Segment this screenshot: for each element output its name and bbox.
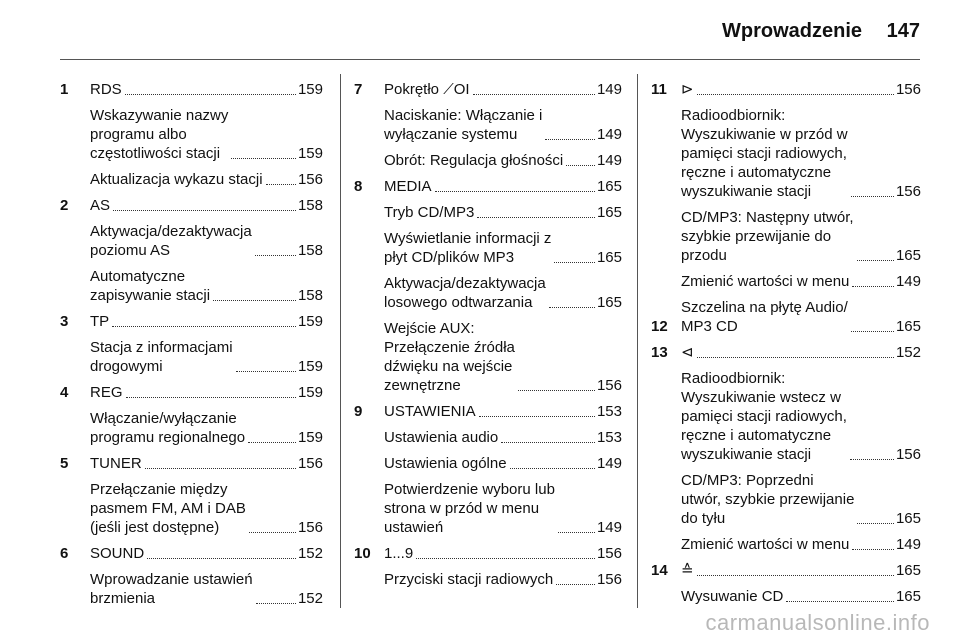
subentry-text: Aktywacja/dezaktywacja losowego odtwarzania xyxy=(384,275,546,311)
index-item-1 xyxy=(60,80,323,99)
leader-dots xyxy=(126,396,296,398)
page-reference: 156 xyxy=(596,545,622,562)
leader-dots xyxy=(851,330,894,332)
item-number: 3 xyxy=(60,313,69,330)
index-subentry xyxy=(681,471,921,528)
page-reference: 156 xyxy=(895,183,921,200)
index-item-9 xyxy=(354,402,622,421)
page-reference: 153 xyxy=(596,403,622,420)
leader-dots xyxy=(558,531,595,533)
item-number: 5 xyxy=(60,455,69,472)
page-reference: 159 xyxy=(297,145,323,162)
index-subentry xyxy=(681,106,921,201)
page-reference: 159 xyxy=(297,429,323,446)
page-reference: 158 xyxy=(297,242,323,259)
page-reference: 165 xyxy=(596,294,622,311)
subentry-text: CD/MP3: Poprzedni utwór, szybkie przewijanie do tyłu xyxy=(681,472,855,527)
index-subentry xyxy=(384,274,622,312)
index-item-11 xyxy=(651,80,921,99)
leader-dots xyxy=(477,216,595,218)
leader-dots xyxy=(416,557,595,559)
leader-dots xyxy=(697,356,894,358)
index-subentry xyxy=(384,570,622,589)
page-reference: 165 xyxy=(895,247,921,264)
page-reference: 156 xyxy=(596,377,622,394)
page-reference: 152 xyxy=(895,344,921,361)
header-divider xyxy=(60,59,920,60)
index-subentry xyxy=(384,428,622,447)
leader-dots xyxy=(518,389,595,391)
subentry-text: Wejście AUX: Przełączenie źródła dźwięku na wejście zewnętrzne xyxy=(384,320,515,394)
index-subentry xyxy=(90,480,323,537)
index-column-3 xyxy=(651,80,921,613)
subentry-text: Przyciski stacji radiowych xyxy=(384,571,554,588)
subentry-text: Wskazywanie nazwy programu albo częstotliwości stacji xyxy=(90,107,229,162)
item-title: REG xyxy=(90,384,123,401)
leader-dots xyxy=(857,259,894,261)
index-item-13 xyxy=(651,343,921,362)
page-reference: 149 xyxy=(596,519,622,536)
index-item-14 xyxy=(651,561,921,580)
index-subentry xyxy=(681,208,921,265)
column-divider-2 xyxy=(637,74,638,608)
page-reference: 158 xyxy=(297,197,323,214)
index-item-6 xyxy=(60,544,323,563)
item-number: 2 xyxy=(60,197,69,214)
leader-dots xyxy=(697,574,894,576)
page-reference: 156 xyxy=(895,81,921,98)
leader-dots xyxy=(231,157,296,159)
leader-dots xyxy=(248,441,296,443)
index-item-7 xyxy=(354,80,622,99)
watermark: carmanualsonline.info xyxy=(705,610,930,635)
subentry-text: Ustawienia ogólne xyxy=(384,455,507,472)
item-title: MEDIA xyxy=(384,178,432,195)
index-subentry xyxy=(90,106,323,163)
subentry-text: Wprowadzanie ustawień brzmienia xyxy=(90,571,253,607)
index-item-12 xyxy=(651,298,921,336)
subentry-text: Zmienić wartości w menu xyxy=(681,273,850,290)
item-title: Szczelina na płytę Audio/ MP3 CD xyxy=(681,299,848,335)
page-reference: 158 xyxy=(297,287,323,304)
leader-dots xyxy=(850,458,894,460)
page-reference: 156 xyxy=(596,571,622,588)
page-reference: 165 xyxy=(596,204,622,221)
index-item-10 xyxy=(354,544,622,563)
leader-dots xyxy=(236,370,296,372)
page-reference: 159 xyxy=(297,384,323,401)
page-reference: 159 xyxy=(297,81,323,98)
page-reference: 165 xyxy=(596,178,622,195)
page-reference: 165 xyxy=(596,249,622,266)
index-subentry xyxy=(90,570,323,608)
subentry-text: Przełączanie między pasmem FM, AM i DAB (jeśli jest dostępne) xyxy=(90,481,246,536)
leader-dots xyxy=(510,467,595,469)
subentry-text: Wyświetlanie informacji z płyt CD/plików MP3 xyxy=(384,230,552,266)
index-subentry xyxy=(384,319,622,395)
item-number: 11 xyxy=(651,81,667,98)
index-item-3 xyxy=(60,312,323,331)
leader-dots xyxy=(566,164,595,166)
leader-dots xyxy=(554,261,595,263)
leader-dots xyxy=(479,415,595,417)
page-reference: 153 xyxy=(596,429,622,446)
index-item-2 xyxy=(60,196,323,215)
subentry-text: Potwierdzenie wyboru lub strona w przód w menu ustawień xyxy=(384,481,555,536)
index-subentry xyxy=(384,203,622,222)
index-subentry xyxy=(384,480,622,537)
column-divider-1 xyxy=(340,74,341,608)
page-reference: 152 xyxy=(297,545,323,562)
subentry-text: Aktywacja/dezaktywacja poziomu AS xyxy=(90,223,252,259)
page-reference: 159 xyxy=(297,313,323,330)
page-reference: 152 xyxy=(297,590,323,607)
index-item-4 xyxy=(60,383,323,402)
page-reference: 149 xyxy=(895,536,921,553)
page-reference: 165 xyxy=(895,562,921,579)
index-subentry xyxy=(90,267,323,305)
item-number: 9 xyxy=(354,403,363,420)
page-reference: 149 xyxy=(596,455,622,472)
item-number: 13 xyxy=(651,344,668,361)
subentry-text: Zmienić wartości w menu xyxy=(681,536,850,553)
index-subentry xyxy=(90,338,323,376)
subentry-text: Radioodbiornik: Wyszukiwanie wstecz w pamięci stacji radiowych, ręczne i automatyczne wyszukiwanie stacji xyxy=(681,370,847,463)
leader-dots xyxy=(213,299,296,301)
item-title: ⊳ xyxy=(681,81,694,98)
leader-dots xyxy=(145,467,296,469)
item-number: 1 xyxy=(60,81,69,98)
item-number: 7 xyxy=(354,81,363,98)
index-subentry xyxy=(384,106,622,144)
leader-dots xyxy=(125,93,296,95)
item-title: ⊲ xyxy=(681,344,694,361)
page-reference: 156 xyxy=(895,446,921,463)
item-title: ≙ xyxy=(681,562,694,579)
subentry-text: Stacja z informacjami drogowymi xyxy=(90,339,233,375)
leader-dots xyxy=(255,254,296,256)
leader-dots xyxy=(473,93,595,95)
subentry-text: Tryb CD/MP3 xyxy=(384,204,475,221)
subentry-text: CD/MP3: Następny utwór, szybkie przewijanie do przodu xyxy=(681,209,854,264)
item-title: TP xyxy=(90,313,110,330)
subentry-text: Aktualizacja wykazu stacji xyxy=(90,171,263,188)
leader-dots xyxy=(786,600,894,602)
index-item-5 xyxy=(60,454,323,473)
item-title: SOUND xyxy=(90,545,145,562)
index-subentry xyxy=(384,229,622,267)
leader-dots xyxy=(501,441,595,443)
index-column-1 xyxy=(60,80,323,615)
leader-dots xyxy=(851,195,894,197)
index-subentry xyxy=(681,587,921,606)
leader-dots xyxy=(545,138,595,140)
leader-dots xyxy=(249,531,296,533)
page-title: Wprowadzenie xyxy=(721,20,862,42)
page-reference: 165 xyxy=(895,510,921,527)
subentry-text: Ustawienia audio xyxy=(384,429,499,446)
item-number: 8 xyxy=(354,178,363,195)
leader-dots xyxy=(852,285,894,287)
item-title: 1...9 xyxy=(384,545,414,562)
item-title: RDS xyxy=(90,81,122,98)
leader-dots xyxy=(857,522,894,524)
index-subentry xyxy=(681,369,921,464)
index-subentry xyxy=(384,151,622,170)
item-number: 14 xyxy=(651,562,668,579)
page-reference: 156 xyxy=(297,455,323,472)
page-reference: 165 xyxy=(895,318,921,335)
page-reference: 156 xyxy=(297,171,323,188)
page-reference: 165 xyxy=(895,588,921,605)
item-number: 4 xyxy=(60,384,69,401)
page-number: 147 xyxy=(886,20,920,42)
item-title: USTAWIENIA xyxy=(384,403,476,420)
page-reference: 149 xyxy=(596,81,622,98)
item-number: 10 xyxy=(354,545,371,562)
page-reference: 159 xyxy=(297,358,323,375)
subentry-text: Włączanie/wyłączanie programu regionalnego xyxy=(90,410,246,446)
item-title: Pokrętło ⟋OI xyxy=(384,81,470,98)
index-column-2 xyxy=(354,80,622,596)
subentry-text: Obrót: Regulacja głośności xyxy=(384,152,564,169)
item-title: TUNER xyxy=(90,455,142,472)
leader-dots xyxy=(435,190,595,192)
subentry-text: Naciskanie: Włączanie i wyłączanie systemu xyxy=(384,107,543,143)
leader-dots xyxy=(852,548,894,550)
page-reference: 156 xyxy=(297,519,323,536)
leader-dots xyxy=(556,583,595,585)
index-subentry xyxy=(384,454,622,473)
leader-dots xyxy=(549,306,595,308)
leader-dots xyxy=(112,325,296,327)
item-title: AS xyxy=(90,197,111,214)
leader-dots xyxy=(147,557,296,559)
index-subentry xyxy=(681,535,921,554)
leader-dots xyxy=(113,209,296,211)
subentry-text: Automatyczne zapisywanie stacji xyxy=(90,268,211,304)
page-reference: 149 xyxy=(895,273,921,290)
index-subentry xyxy=(681,272,921,291)
item-number: 6 xyxy=(60,545,69,562)
page-reference: 149 xyxy=(596,126,622,143)
subentry-text: Wysuwanie CD xyxy=(681,588,784,605)
leader-dots xyxy=(266,183,296,185)
leader-dots xyxy=(256,602,296,604)
leader-dots xyxy=(697,93,894,95)
index-subentry xyxy=(90,409,323,447)
page-reference: 149 xyxy=(596,152,622,169)
subentry-text: Radioodbiornik: Wyszukiwanie w przód w pamięci stacji radiowych, ręczne i automatyczne wyszukiwanie stacji xyxy=(681,107,848,200)
index-subentry xyxy=(90,222,323,260)
item-number: 12 xyxy=(651,318,668,335)
index-subentry xyxy=(90,170,323,189)
index-item-8 xyxy=(354,177,622,196)
